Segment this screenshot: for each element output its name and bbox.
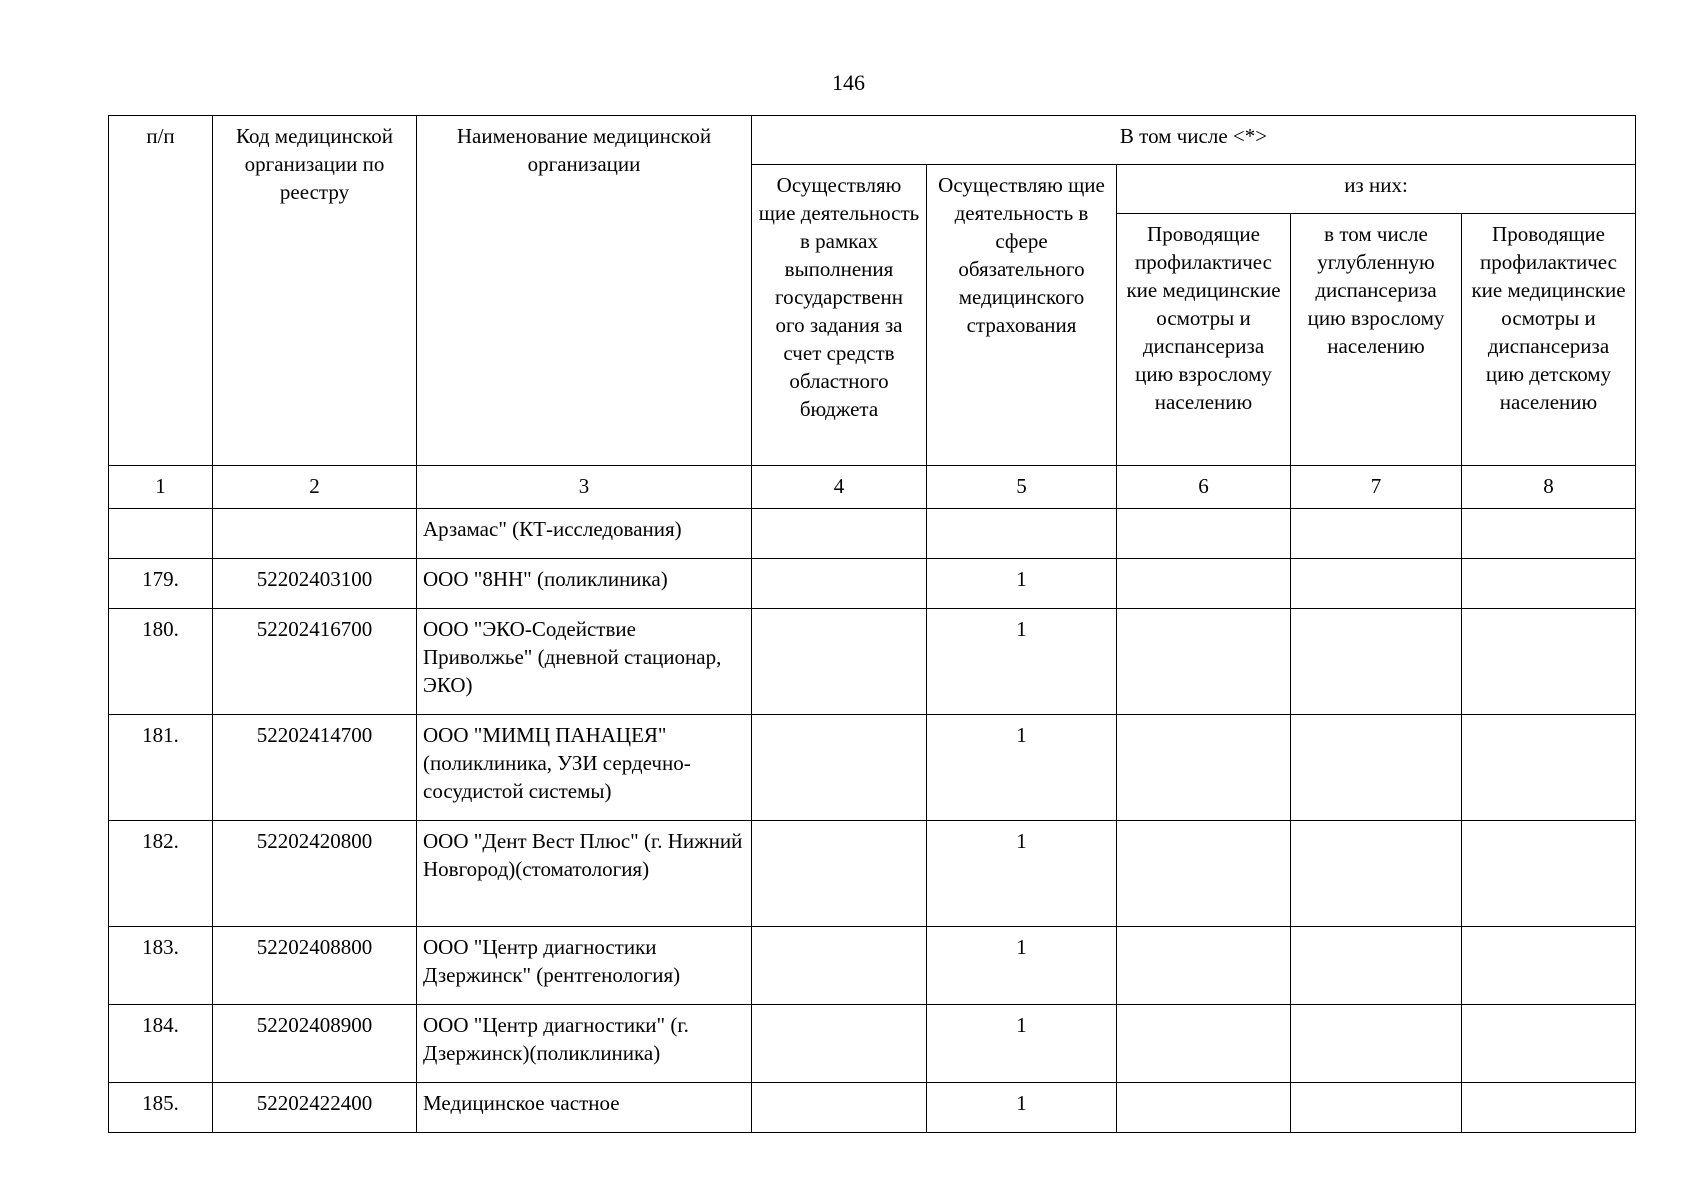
column-number: 5	[927, 466, 1117, 509]
row-c8	[1462, 715, 1636, 821]
row-c4	[752, 509, 927, 559]
row-name: ООО "Центр диагностики" (г. Дзержинск)(поликлиника)	[417, 1005, 752, 1083]
table-row	[109, 1083, 1636, 1133]
column-number: 3	[417, 466, 752, 509]
row-c6	[1117, 1005, 1291, 1083]
row-number: 181.	[109, 715, 213, 821]
row-number: 185.	[109, 1083, 213, 1133]
row-c4	[752, 609, 927, 715]
row-c5: 1	[927, 559, 1117, 609]
row-c8	[1462, 821, 1636, 927]
column-number: 4	[752, 466, 927, 509]
row-c8	[1462, 509, 1636, 559]
row-number	[109, 509, 213, 559]
row-c7	[1291, 1005, 1462, 1083]
header-col-3: Наименование медицинской организации	[417, 116, 752, 466]
row-number: 180.	[109, 609, 213, 715]
header-col-5: Осуществляю щие деятельность в сфере обязательного медицинского страхования	[927, 165, 1117, 466]
registry-table	[108, 115, 1636, 1133]
row-c6	[1117, 821, 1291, 927]
row-c7	[1291, 1083, 1462, 1133]
page-number: 146	[832, 70, 865, 95]
row-name: Арзамас" (КТ-исследования)	[417, 509, 752, 559]
header-col-7: в том числе углубленную диспансериза цию взрослому населению	[1291, 214, 1462, 466]
row-c4	[752, 715, 927, 821]
row-c5	[927, 509, 1117, 559]
row-c7	[1291, 609, 1462, 715]
row-c5: 1	[927, 1083, 1117, 1133]
table-row	[109, 927, 1636, 1005]
row-code: 52202403100	[213, 559, 417, 609]
table-row	[109, 715, 1636, 821]
row-name: ООО "МИМЦ ПАНАЦЕЯ" (поликлиника, УЗИ сердечно-сосудистой системы)	[417, 715, 752, 821]
row-code: 52202416700	[213, 609, 417, 715]
row-c6	[1117, 509, 1291, 559]
row-c5: 1	[927, 927, 1117, 1005]
row-c8	[1462, 559, 1636, 609]
row-c6	[1117, 609, 1291, 715]
table-row	[109, 1005, 1636, 1083]
row-name: ООО "Центр диагностики Дзержинск" (рентгенология)	[417, 927, 752, 1005]
row-c4	[752, 1083, 927, 1133]
row-number: 179.	[109, 559, 213, 609]
row-code: 52202408900	[213, 1005, 417, 1083]
row-c7	[1291, 821, 1462, 927]
row-name: ООО "Дент Вест Плюс" (г. Нижний Новгород)(стоматология)	[417, 821, 752, 927]
table-row	[109, 509, 1636, 559]
column-number: 2	[213, 466, 417, 509]
row-c5: 1	[927, 609, 1117, 715]
row-c4	[752, 559, 927, 609]
header-group-main: В том числе <*>	[752, 116, 1636, 165]
header-group-sub: из них:	[1117, 165, 1636, 214]
row-c7	[1291, 509, 1462, 559]
column-number: 6	[1117, 466, 1291, 509]
row-c6	[1117, 715, 1291, 821]
header-col-1: п/п	[109, 116, 213, 466]
row-number: 184.	[109, 1005, 213, 1083]
row-number: 183.	[109, 927, 213, 1005]
row-c7	[1291, 559, 1462, 609]
row-code: 52202414700	[213, 715, 417, 821]
row-name: Медицинское частное	[417, 1083, 752, 1133]
header-col-2: Код медицинской организации по реестру	[213, 116, 417, 466]
row-code: 52202420800	[213, 821, 417, 927]
row-name: ООО "ЭКО-Содействие Приволжье" (дневной стационар, ЭКО)	[417, 609, 752, 715]
row-name: ООО "8НН" (поликлиника)	[417, 559, 752, 609]
row-c6	[1117, 1083, 1291, 1133]
row-c8	[1462, 609, 1636, 715]
row-c5: 1	[927, 1005, 1117, 1083]
row-code: 52202408800	[213, 927, 417, 1005]
column-number: 1	[109, 466, 213, 509]
row-c8	[1462, 927, 1636, 1005]
row-c8	[1462, 1083, 1636, 1133]
row-code	[213, 509, 417, 559]
column-number: 8	[1462, 466, 1636, 509]
row-c6	[1117, 559, 1291, 609]
row-c4	[752, 821, 927, 927]
row-c7	[1291, 927, 1462, 1005]
row-c5: 1	[927, 821, 1117, 927]
row-number: 182.	[109, 821, 213, 927]
row-c4	[752, 927, 927, 1005]
header-col-8: Проводящие профилактичес кие медицинские осмотры и диспансериза цию детскому населению	[1462, 214, 1636, 466]
table-row	[109, 609, 1636, 715]
header-col-6: Проводящие профилактичес кие медицинские осмотры и диспансериза цию взрослому населению	[1117, 214, 1291, 466]
header-row-1	[109, 116, 1636, 165]
table-row	[109, 559, 1636, 609]
column-number: 7	[1291, 466, 1462, 509]
column-number-row	[109, 466, 1636, 509]
header-col-4: Осуществляю щие деятельность в рамках выполнения государственн ого задания за счет средств областного бюджета	[752, 165, 927, 466]
row-code: 52202422400	[213, 1083, 417, 1133]
row-c7	[1291, 715, 1462, 821]
row-c6	[1117, 927, 1291, 1005]
row-c4	[752, 1005, 927, 1083]
row-c8	[1462, 1005, 1636, 1083]
table-row	[109, 821, 1636, 927]
row-c5: 1	[927, 715, 1117, 821]
